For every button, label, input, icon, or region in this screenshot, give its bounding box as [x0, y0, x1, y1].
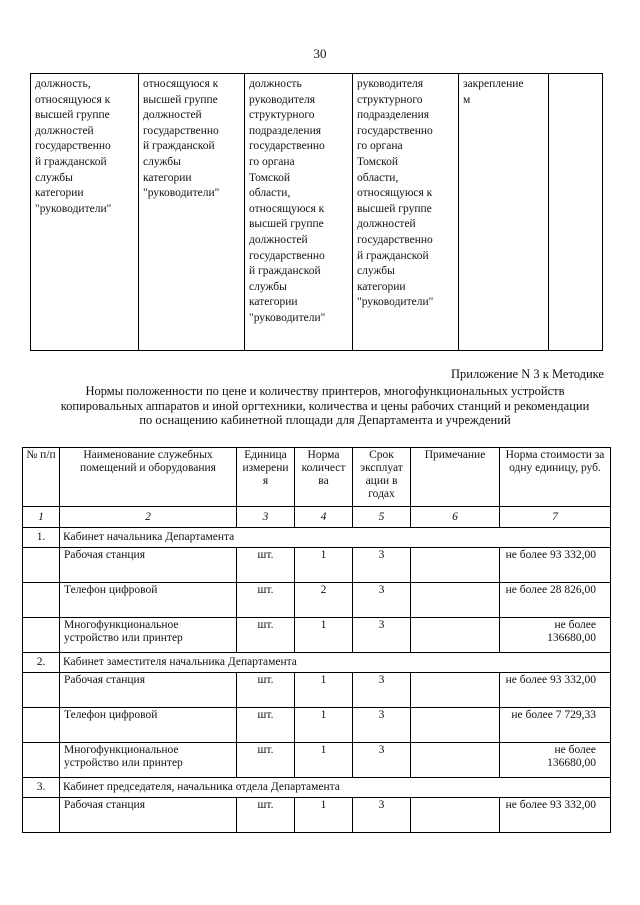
empty-cell [23, 548, 60, 583]
item-price: не более 93 332,00 [500, 798, 611, 833]
table-row [23, 618, 611, 653]
column-number: 7 [500, 507, 611, 528]
item-name: Рабочая станция [60, 798, 237, 833]
item-term: 3 [353, 618, 411, 653]
continuation-table [30, 73, 603, 351]
item-term: 3 [353, 583, 411, 618]
empty-cell [23, 798, 60, 833]
item-unit: шт. [237, 548, 295, 583]
item-name: Телефон цифровой [60, 708, 237, 743]
item-price: не более 93 332,00 [500, 548, 611, 583]
section-row [23, 653, 611, 673]
column-number: 6 [411, 507, 500, 528]
column-number: 2 [60, 507, 237, 528]
item-qty: 2 [295, 583, 353, 618]
item-name: Рабочая станция [60, 673, 237, 708]
item-term: 3 [353, 548, 411, 583]
header-cell-unit: Единица измерени я [237, 448, 295, 507]
section-row [23, 778, 611, 798]
item-unit: шт. [237, 673, 295, 708]
item-qty: 1 [295, 743, 353, 778]
section-row [23, 528, 611, 548]
document-title: Нормы положенности по цене и количеству принтеров, многофункциональных устройств копировальных аппаратов и иной оргтехники, количества и цены рабочих станций и рекомендации по оснащению кабинетной площади для Департамента и учреждений [60, 384, 590, 427]
empty-cell [23, 618, 60, 653]
table-cell: закрепление м [459, 74, 549, 351]
item-note [411, 798, 500, 833]
empty-cell [23, 583, 60, 618]
item-price: не более 7 729,33 [500, 708, 611, 743]
item-name: Рабочая станция [60, 548, 237, 583]
item-price: не более 136680,00 [500, 618, 611, 653]
item-price: не более 28 826,00 [500, 583, 611, 618]
column-number: 1 [23, 507, 60, 528]
item-term: 3 [353, 743, 411, 778]
appendix-label: Приложение N 3 к Методике [451, 367, 604, 381]
item-unit: шт. [237, 798, 295, 833]
item-term: 3 [353, 798, 411, 833]
table-row [23, 583, 611, 618]
table-row [23, 548, 611, 583]
table-row [23, 708, 611, 743]
item-note [411, 708, 500, 743]
item-note [411, 673, 500, 708]
item-qty: 1 [295, 673, 353, 708]
item-term: 3 [353, 708, 411, 743]
section-title: Кабинет председателя, начальника отдела Департамента [60, 778, 611, 798]
item-note [411, 618, 500, 653]
section-index: 1. [23, 528, 60, 548]
item-term: 3 [353, 673, 411, 708]
header-cell-quantity: Норма количест ва [295, 448, 353, 507]
column-number: 4 [295, 507, 353, 528]
table-cell: относящуюся к высшей группе должностей государственно й гражданской службы категории "руководители" [139, 74, 245, 351]
item-name: Многофункциональное устройство или принтер [60, 618, 237, 653]
item-qty: 1 [295, 708, 353, 743]
item-qty: 1 [295, 618, 353, 653]
empty-cell [23, 673, 60, 708]
table-cell: должность, относящуюся к высшей группе должностей государственно й гражданской службы категории "руководители" [31, 74, 139, 351]
item-note [411, 743, 500, 778]
item-qty: 1 [295, 548, 353, 583]
header-cell-name: Наименование служебных помещений и оборудования [60, 448, 237, 507]
table-cell: должность руководителя структурного подразделения государственно го органа Томской области, относящуюся к высшей группе должностей государственно й гражданской службы категории "руководители" [245, 74, 353, 351]
item-note [411, 583, 500, 618]
header-row [23, 448, 611, 507]
column-number: 3 [237, 507, 295, 528]
table-row [23, 673, 611, 708]
item-unit: шт. [237, 618, 295, 653]
item-price: не более 136680,00 [500, 743, 611, 778]
item-unit: шт. [237, 743, 295, 778]
page-number: 30 [313, 46, 327, 61]
empty-cell [23, 743, 60, 778]
section-title: Кабинет заместителя начальника Департамента [60, 653, 611, 673]
item-name: Телефон цифровой [60, 583, 237, 618]
header-cell-note: Примечание [411, 448, 500, 507]
header-cell-price: Норма стоимости за одну единицу, руб. [500, 448, 611, 507]
header-cell-number: № п/п [23, 448, 60, 507]
section-index: 2. [23, 653, 60, 673]
item-note [411, 548, 500, 583]
table-cell: руководителя структурного подразделения государственно го органа Томской области, относящуюся к высшей группе должностей государственно й гражданской службы категории "руководители" [353, 74, 459, 351]
header-cell-term: Срок эксплуат ации в годах [353, 448, 411, 507]
item-unit: шт. [237, 583, 295, 618]
item-price: не более 93 332,00 [500, 673, 611, 708]
table-cell [549, 74, 603, 351]
column-number: 5 [353, 507, 411, 528]
section-title: Кабинет начальника Департамента [60, 528, 611, 548]
norms-table [22, 447, 611, 833]
column-numbers-row [23, 507, 611, 528]
empty-cell [23, 708, 60, 743]
table-row [31, 74, 603, 351]
section-index: 3. [23, 778, 60, 798]
item-name: Многофункциональное устройство или принтер [60, 743, 237, 778]
item-unit: шт. [237, 708, 295, 743]
table-row [23, 798, 611, 833]
item-qty: 1 [295, 798, 353, 833]
table-row [23, 743, 611, 778]
